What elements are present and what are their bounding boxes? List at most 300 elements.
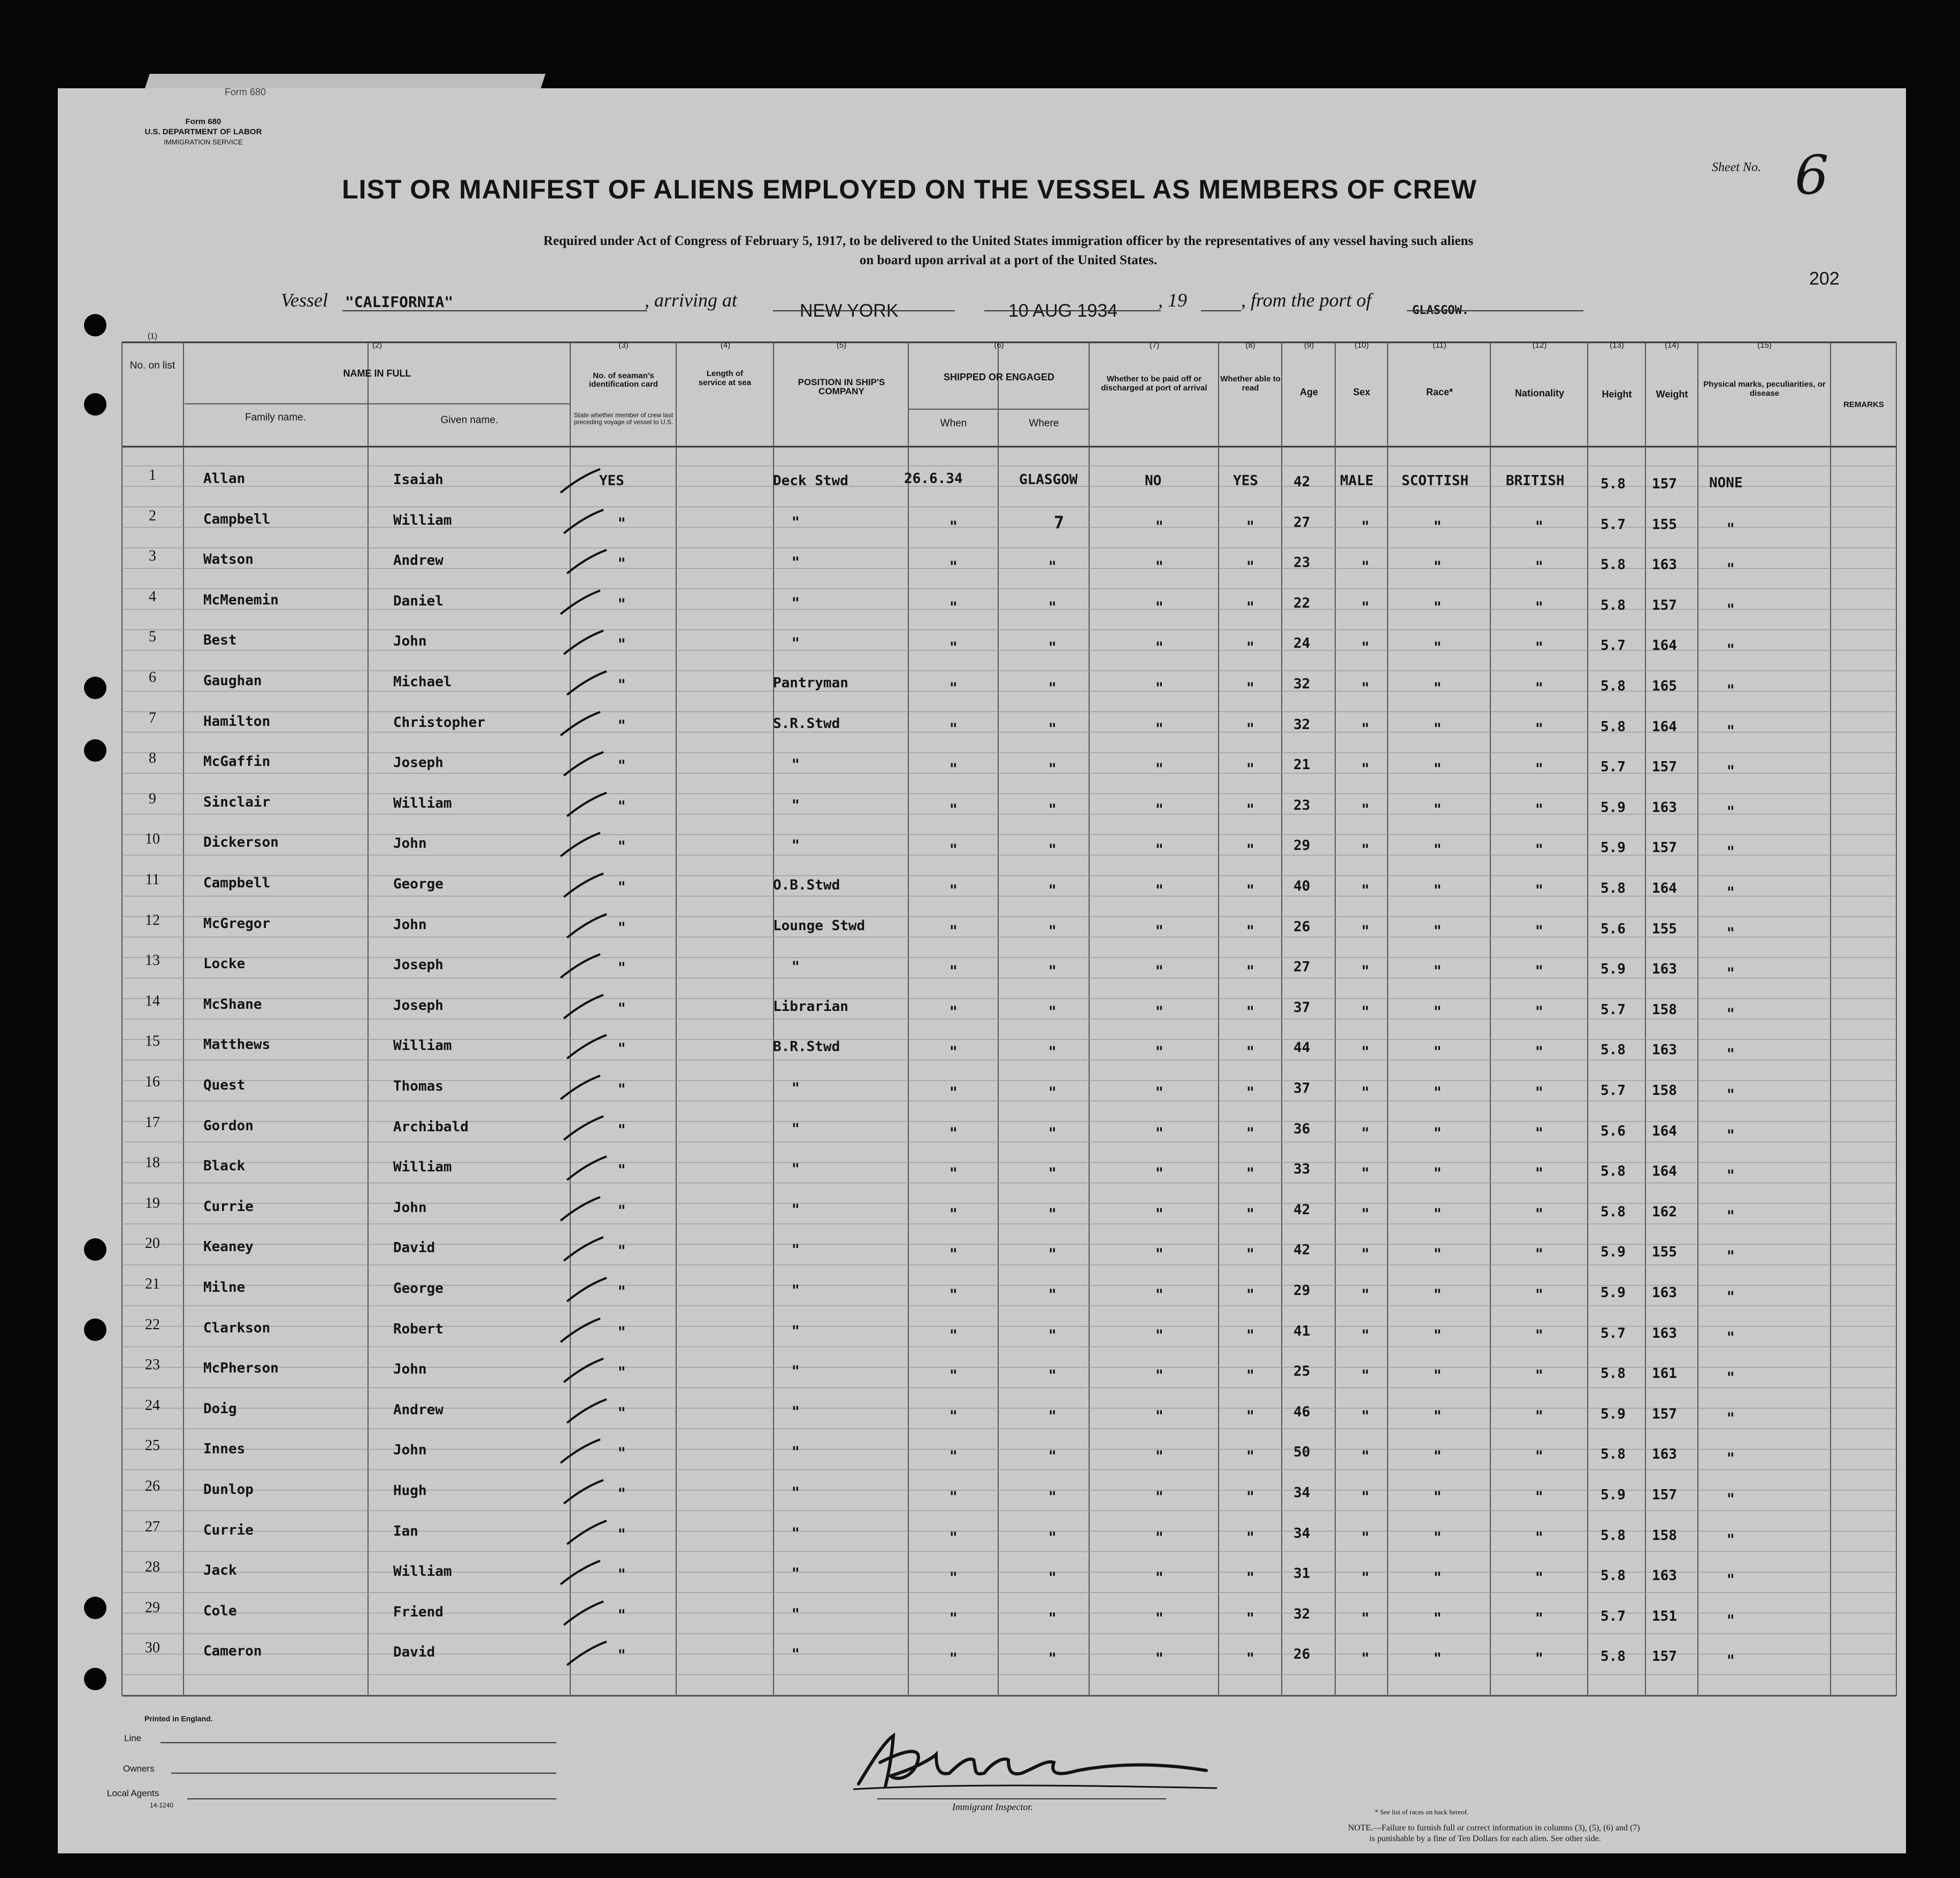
ditto-position: " <box>792 756 800 774</box>
ditto-position: " <box>792 1120 800 1138</box>
age: 26 <box>1293 918 1311 935</box>
given-name: Robert <box>393 1321 443 1337</box>
ditto-where: " <box>1048 1124 1056 1142</box>
ditto-where: " <box>1048 1609 1056 1627</box>
weight: 164 <box>1652 638 1677 654</box>
ditto-sex: " <box>1361 760 1369 778</box>
family-name: Cameron <box>203 1643 262 1660</box>
height: 5.8 <box>1601 1446 1626 1463</box>
line-label: Line <box>124 1733 142 1743</box>
height: 5.8 <box>1601 1204 1626 1220</box>
ditto-when: " <box>950 1326 958 1344</box>
family-name: Black <box>203 1158 246 1175</box>
height: 5.8 <box>1601 1163 1626 1180</box>
height: 5.8 <box>1601 557 1626 573</box>
check-mark <box>563 1276 611 1308</box>
ditto-where: " <box>1048 1569 1056 1587</box>
col-header-race: Race* <box>1426 387 1453 397</box>
ditto-when: " <box>950 1002 958 1021</box>
ditto-read: " <box>1246 517 1254 535</box>
ditto-race: " <box>1434 1286 1442 1304</box>
age: 24 <box>1293 635 1311 652</box>
ditto-marks: " <box>1727 1409 1735 1427</box>
check-mark <box>563 548 611 580</box>
check-mark <box>556 1074 604 1106</box>
form-number-tab: Form 680 <box>225 87 266 97</box>
ditto-marks: " <box>1727 681 1735 699</box>
family-name: Keaney <box>203 1239 254 1255</box>
ditto-race: " <box>1434 1650 1442 1668</box>
ditto-read: " <box>1246 881 1254 899</box>
col-header-id-card: No. of seaman's identification card <box>588 371 659 389</box>
ditto-when: " <box>950 1609 958 1627</box>
ditto-race: " <box>1434 922 1442 940</box>
service-name: IMMIGRATION SERVICE <box>164 138 243 146</box>
ditto-nationality: " <box>1535 760 1543 778</box>
family-name: Dunlop <box>203 1482 254 1498</box>
given-name: David <box>393 1240 435 1256</box>
ditto-race: " <box>1434 1528 1442 1546</box>
ditto-paid-off: " <box>1155 1367 1163 1385</box>
age: 33 <box>1293 1161 1311 1178</box>
check-mark <box>560 1599 608 1631</box>
ditto-paid-off: " <box>1155 1447 1163 1466</box>
ditto-read: " <box>1246 1569 1254 1587</box>
ditto-marks: " <box>1727 1328 1735 1346</box>
ditto-position: " <box>792 513 800 531</box>
ditto-sex: " <box>1361 598 1369 616</box>
weight: 163 <box>1652 1446 1677 1463</box>
ditto-prev-voyage: " <box>618 757 626 775</box>
sheet-label: Sheet No. <box>1712 160 1761 174</box>
age: 27 <box>1293 514 1311 531</box>
ditto-marks: " <box>1727 843 1735 861</box>
given-name: William <box>393 1159 452 1176</box>
ditto-paid-off: " <box>1155 1326 1163 1344</box>
ditto-when: " <box>950 558 958 576</box>
ditto-read: " <box>1246 1447 1254 1466</box>
ditto-sex: " <box>1361 841 1369 859</box>
ditto-read: " <box>1246 679 1254 697</box>
ditto-paid-off: " <box>1155 1084 1163 1101</box>
weight: 161 <box>1652 1366 1677 1382</box>
ditto-when: " <box>950 1569 958 1587</box>
ditto-paid-off: " <box>1155 841 1163 859</box>
ditto-nationality: " <box>1535 922 1543 940</box>
ditto-when: " <box>950 1650 958 1668</box>
ditto-read: " <box>1246 1286 1254 1304</box>
ditto-race: " <box>1434 1407 1442 1425</box>
ditto-prev-voyage: " <box>618 1363 626 1382</box>
given-name: David <box>393 1644 435 1661</box>
ditto-position: " <box>792 1241 800 1259</box>
height: 5.9 <box>1601 840 1626 856</box>
ditto-nationality: " <box>1535 719 1543 738</box>
ditto-marks: " <box>1727 1490 1735 1508</box>
col-num-14: (14) <box>1665 341 1679 350</box>
age: 31 <box>1293 1566 1311 1582</box>
ditto-nationality: " <box>1535 1245 1543 1263</box>
col-num-13: (13) <box>1610 341 1624 350</box>
col-header-given-name: Given name. <box>440 415 499 426</box>
col-num-12: (12) <box>1532 341 1547 350</box>
ditto-where: " <box>1048 1084 1056 1101</box>
given-name: Michael <box>393 674 452 690</box>
ditto-read: " <box>1246 719 1254 738</box>
ditto-read: " <box>1246 1407 1254 1425</box>
ditto-nationality: " <box>1535 1164 1543 1183</box>
ditto-position: " <box>792 1200 800 1218</box>
family-name: McShane <box>203 996 262 1013</box>
ditto-prev-voyage: " <box>618 716 626 734</box>
given-name: John <box>393 1199 427 1216</box>
ditto-paid-off: " <box>1155 1124 1163 1142</box>
family-name: Sinclair <box>203 794 271 810</box>
col-header-physical-marks: Physical marks, peculiarities, or disease <box>1703 380 1826 398</box>
ditto-nationality: " <box>1535 1488 1543 1506</box>
check-mark <box>563 1033 611 1065</box>
ditto-where: " <box>1048 1488 1056 1506</box>
ditto-marks: " <box>1727 884 1735 901</box>
col-num-11: (11) <box>1433 341 1446 350</box>
ditto-race: " <box>1434 1084 1442 1101</box>
age: 22 <box>1293 595 1311 611</box>
given-name: Thomas <box>393 1078 443 1094</box>
ditto-read: " <box>1246 962 1254 980</box>
age: 32 <box>1293 716 1311 733</box>
ditto-marks: " <box>1727 802 1735 821</box>
position: O.B.Stwd <box>773 877 840 893</box>
given-name: Archibald <box>393 1118 469 1135</box>
check-mark <box>556 588 604 620</box>
ditto-marks: " <box>1727 1652 1735 1670</box>
ditto-when: " <box>950 1043 958 1061</box>
ditto-position: " <box>792 1524 800 1542</box>
col-num-7: (7) <box>1149 341 1160 350</box>
height: 5.8 <box>1601 476 1626 492</box>
col-num-6: (6) <box>994 341 1004 350</box>
height: 5.9 <box>1601 961 1626 978</box>
ditto-sex: " <box>1361 962 1369 980</box>
ditto-prev-voyage: " <box>618 1525 626 1543</box>
given-name: Daniel <box>393 593 443 609</box>
weight: 164 <box>1652 1123 1677 1139</box>
ditto-marks: " <box>1727 762 1735 780</box>
height: 5.9 <box>1601 1487 1626 1503</box>
weight: 157 <box>1652 597 1677 614</box>
ditto-sex: " <box>1361 1002 1369 1021</box>
ditto-read: " <box>1246 1650 1254 1668</box>
from-port-label: , from the port of <box>1241 289 1372 311</box>
row-number: 17 <box>145 1114 160 1131</box>
col-header-where: Where <box>1029 418 1059 429</box>
row-number: 23 <box>145 1356 160 1374</box>
given-name: John <box>393 916 427 933</box>
ditto-prev-voyage: " <box>618 1040 626 1058</box>
given-name: William <box>393 1038 452 1054</box>
ditto-nationality: " <box>1535 1609 1543 1627</box>
height: 5.7 <box>1601 1001 1626 1018</box>
ditto-read: " <box>1246 1043 1254 1061</box>
height: 5.7 <box>1601 1083 1626 1099</box>
age: 42 <box>1293 1201 1311 1218</box>
ditto-where: " <box>1048 639 1056 657</box>
ditto-read: " <box>1246 1326 1254 1344</box>
check-mark <box>556 831 604 863</box>
age: 36 <box>1293 1121 1311 1137</box>
age: 23 <box>1293 555 1311 571</box>
family-name: Currie <box>203 1198 254 1215</box>
given-name: William <box>393 1563 452 1580</box>
ditto-sex: " <box>1361 1286 1369 1304</box>
given-name: George <box>393 876 443 892</box>
given-name: Joseph <box>393 957 443 974</box>
height: 5.8 <box>1601 880 1626 896</box>
col-header-family-name: Family name. <box>244 412 307 423</box>
height: 5.8 <box>1601 718 1626 735</box>
position: Lounge Stwd <box>773 917 866 934</box>
ditto-where: " <box>1048 1367 1056 1385</box>
ditto-sex: " <box>1361 1084 1369 1101</box>
ditto-paid-off: " <box>1155 962 1163 980</box>
ditto-read: " <box>1246 922 1254 940</box>
ditto-prev-voyage: " <box>618 1404 626 1422</box>
height: 5.8 <box>1601 1366 1626 1382</box>
weight: 157 <box>1652 1649 1677 1665</box>
ditto-position: " <box>792 634 800 653</box>
ditto-paid-off: " <box>1155 639 1163 657</box>
row-number: 4 <box>149 588 156 605</box>
check-mark <box>560 750 608 782</box>
row-number: 10 <box>145 831 160 848</box>
col-num-5: (5) <box>836 341 847 350</box>
page-title: LIST OR MANIFEST OF ALIENS EMPLOYED ON THE VESSEL AS MEMBERS OF CREW <box>342 174 1477 204</box>
ditto-marks: " <box>1727 1288 1735 1306</box>
col-num-1: (1) <box>147 332 158 341</box>
row-number: 1 <box>149 467 156 484</box>
family-name: Currie <box>203 1522 254 1538</box>
weight: 163 <box>1652 799 1677 816</box>
ditto-nationality: " <box>1535 1002 1543 1021</box>
ditto-nationality: " <box>1535 1326 1543 1344</box>
weight: 163 <box>1652 1285 1677 1301</box>
ditto-where: " <box>1048 1528 1056 1546</box>
ditto-when: " <box>950 598 958 616</box>
ditto-where: " <box>1048 598 1056 616</box>
ditto-when: " <box>950 1124 958 1142</box>
form-code: 14-1240 <box>150 1802 174 1809</box>
family-name: Dickerson <box>203 834 279 851</box>
row-number: 9 <box>149 790 156 807</box>
height: 5.7 <box>1601 1608 1626 1624</box>
position: B.R.Stwd <box>773 1039 840 1055</box>
given-name: William <box>393 795 452 811</box>
row-number: 15 <box>145 1033 160 1050</box>
ditto-race: " <box>1434 719 1442 738</box>
height: 5.7 <box>1601 516 1626 533</box>
ditto-when: " <box>950 719 958 738</box>
ditto-nationality: " <box>1535 1367 1543 1385</box>
local-agents-label: Local Agents <box>107 1788 159 1798</box>
row-number: 7 <box>149 709 156 726</box>
ditto-prev-voyage: " <box>618 1485 626 1503</box>
given-name: Friend <box>393 1604 443 1620</box>
ditto-when: " <box>950 760 958 778</box>
ditto-sex: " <box>1361 922 1369 940</box>
row-number: 26 <box>145 1478 160 1494</box>
given-name: John <box>393 1361 427 1378</box>
check-mark <box>556 467 604 499</box>
ditto-nationality: " <box>1535 1407 1543 1425</box>
ditto-prev-voyage: " <box>618 797 626 815</box>
ditto-sex: " <box>1361 1124 1369 1142</box>
ditto-nationality: " <box>1535 1528 1543 1546</box>
ditto-when: " <box>950 962 958 980</box>
ditto-sex: " <box>1361 1367 1369 1385</box>
ditto-paid-off: " <box>1155 1002 1163 1021</box>
owners-underline <box>171 1773 556 1774</box>
age: 23 <box>1293 797 1311 814</box>
ditto-marks: " <box>1727 1247 1735 1266</box>
shipped-where: GLASGOW <box>1019 472 1078 488</box>
ditto-nationality: " <box>1535 962 1543 980</box>
ditto-when: " <box>950 1205 958 1223</box>
ditto-paid-off: " <box>1155 1609 1163 1627</box>
subtitle-line: Required under Act of Congress of February 5, 1917, to be delivered to the United States immigration officer by the representatives of any vessel having such aliens <box>543 234 1474 248</box>
position: Deck Stwd <box>773 473 848 489</box>
ditto-prev-voyage: " <box>618 1323 626 1341</box>
ditto-prev-voyage: " <box>618 999 626 1017</box>
ditto-nationality: " <box>1535 679 1543 697</box>
ditto-paid-off: " <box>1155 719 1163 738</box>
ditto-prev-voyage: " <box>618 1444 626 1462</box>
ditto-where: " <box>1048 1407 1056 1425</box>
ditto-where: " <box>1048 1650 1056 1668</box>
arriving-label: , arriving at <box>645 289 738 311</box>
ditto-sex: " <box>1361 719 1369 738</box>
ditto-prev-voyage: " <box>618 555 626 573</box>
col-header-able-to-read: Whether able to read <box>1220 374 1281 393</box>
height: 5.6 <box>1601 921 1626 937</box>
ditto-paid-off: " <box>1155 679 1163 697</box>
check-mark <box>560 508 608 540</box>
height: 5.9 <box>1601 799 1626 816</box>
ditto-nationality: " <box>1535 1447 1543 1466</box>
ditto-position: " <box>792 1402 800 1421</box>
age: 34 <box>1293 1525 1311 1542</box>
check-mark <box>560 1356 608 1389</box>
ditto-paid-off: " <box>1155 1569 1163 1587</box>
ditto-position: " <box>792 1645 800 1664</box>
ditto-prev-voyage: " <box>618 1646 626 1665</box>
check-mark <box>556 1437 604 1469</box>
age: 40 <box>1293 878 1311 894</box>
ditto-prev-voyage: " <box>618 1080 626 1098</box>
ditto-nationality: " <box>1535 1569 1543 1587</box>
check-mark <box>563 669 611 701</box>
ditto-read: " <box>1246 1367 1254 1385</box>
given-name: Ian <box>393 1523 418 1539</box>
check-mark <box>556 952 604 984</box>
weight: 155 <box>1652 1244 1677 1261</box>
ditto-nationality: " <box>1535 881 1543 899</box>
weight: 155 <box>1652 516 1677 533</box>
ditto-sex: " <box>1361 679 1369 697</box>
ditto-nationality: " <box>1535 800 1543 818</box>
vessel-label: Vessel <box>281 289 328 311</box>
age: 21 <box>1293 757 1311 773</box>
weight: 151 <box>1652 1608 1677 1624</box>
shipped-when: 26.6.34 <box>904 471 963 487</box>
col-header-paid-off: Whether to be paid off or discharged at port of arrival <box>1101 374 1207 393</box>
ditto-paid-off: " <box>1155 760 1163 778</box>
ditto-where: " <box>1048 1164 1056 1183</box>
height: 5.7 <box>1601 1325 1626 1342</box>
given-name: Andrew <box>393 553 443 569</box>
ditto-position: " <box>792 1282 800 1299</box>
ditto-prev-voyage: " <box>618 1283 626 1300</box>
ditto-when: " <box>950 517 958 535</box>
ditto-sex: " <box>1361 1205 1369 1223</box>
ditto-sex: " <box>1361 1447 1369 1466</box>
weight: 164 <box>1652 1163 1677 1180</box>
height: 5.9 <box>1601 1244 1626 1261</box>
col-header-name: NAME IN FULL <box>343 368 411 379</box>
ditto-sex: " <box>1361 1164 1369 1183</box>
check-mark <box>556 710 604 742</box>
inspector-label: Immigrant Inspector. <box>952 1802 1033 1812</box>
ditto-where: " <box>1048 1447 1056 1466</box>
department-name: U.S. DEPARTMENT OF LABOR <box>144 127 262 136</box>
age: 29 <box>1293 1283 1311 1299</box>
year-label: , 19 <box>1158 289 1187 311</box>
col-num-4: (4) <box>720 341 731 350</box>
ditto-when: " <box>950 800 958 818</box>
ditto-position: " <box>792 1160 800 1178</box>
age: 37 <box>1293 1080 1311 1097</box>
col-num-15: (15) <box>1757 341 1772 350</box>
family-name: Quest <box>203 1077 246 1093</box>
ditto-when: " <box>950 639 958 657</box>
ditto-prev-voyage: " <box>618 1566 626 1584</box>
ditto-marks: " <box>1727 1045 1735 1063</box>
fine-note-line: NOTE.—Failure to furnish full or correct information in columns (3), (5), (6) and (7) <box>1348 1823 1640 1833</box>
ditto-nationality: " <box>1535 639 1543 657</box>
row-number: 6 <box>149 669 156 686</box>
ditto-prev-voyage: " <box>618 1161 626 1179</box>
ditto-race: " <box>1434 679 1442 697</box>
weight: 157 <box>1652 1406 1677 1422</box>
ditto-prev-voyage: " <box>618 1121 626 1139</box>
ditto-position: " <box>792 554 800 572</box>
ditto-when: " <box>950 1286 958 1304</box>
ditto-where: " <box>1048 962 1056 980</box>
weight: 163 <box>1652 557 1677 573</box>
age: 27 <box>1293 959 1311 976</box>
ditto-prev-voyage: " <box>618 959 626 977</box>
ditto-when: " <box>950 1447 958 1466</box>
position: Librarian <box>773 998 848 1015</box>
ditto-race: " <box>1434 1124 1442 1142</box>
ditto-race: " <box>1434 881 1442 899</box>
family-name: Cole <box>203 1603 237 1619</box>
ditto-paid-off: " <box>1155 1043 1163 1061</box>
col-num-8: (8) <box>1245 341 1255 350</box>
ditto-marks: " <box>1727 924 1735 942</box>
inspector-signature <box>843 1725 1228 1800</box>
ditto-position: " <box>792 1484 800 1501</box>
ditto-position: " <box>792 837 800 855</box>
